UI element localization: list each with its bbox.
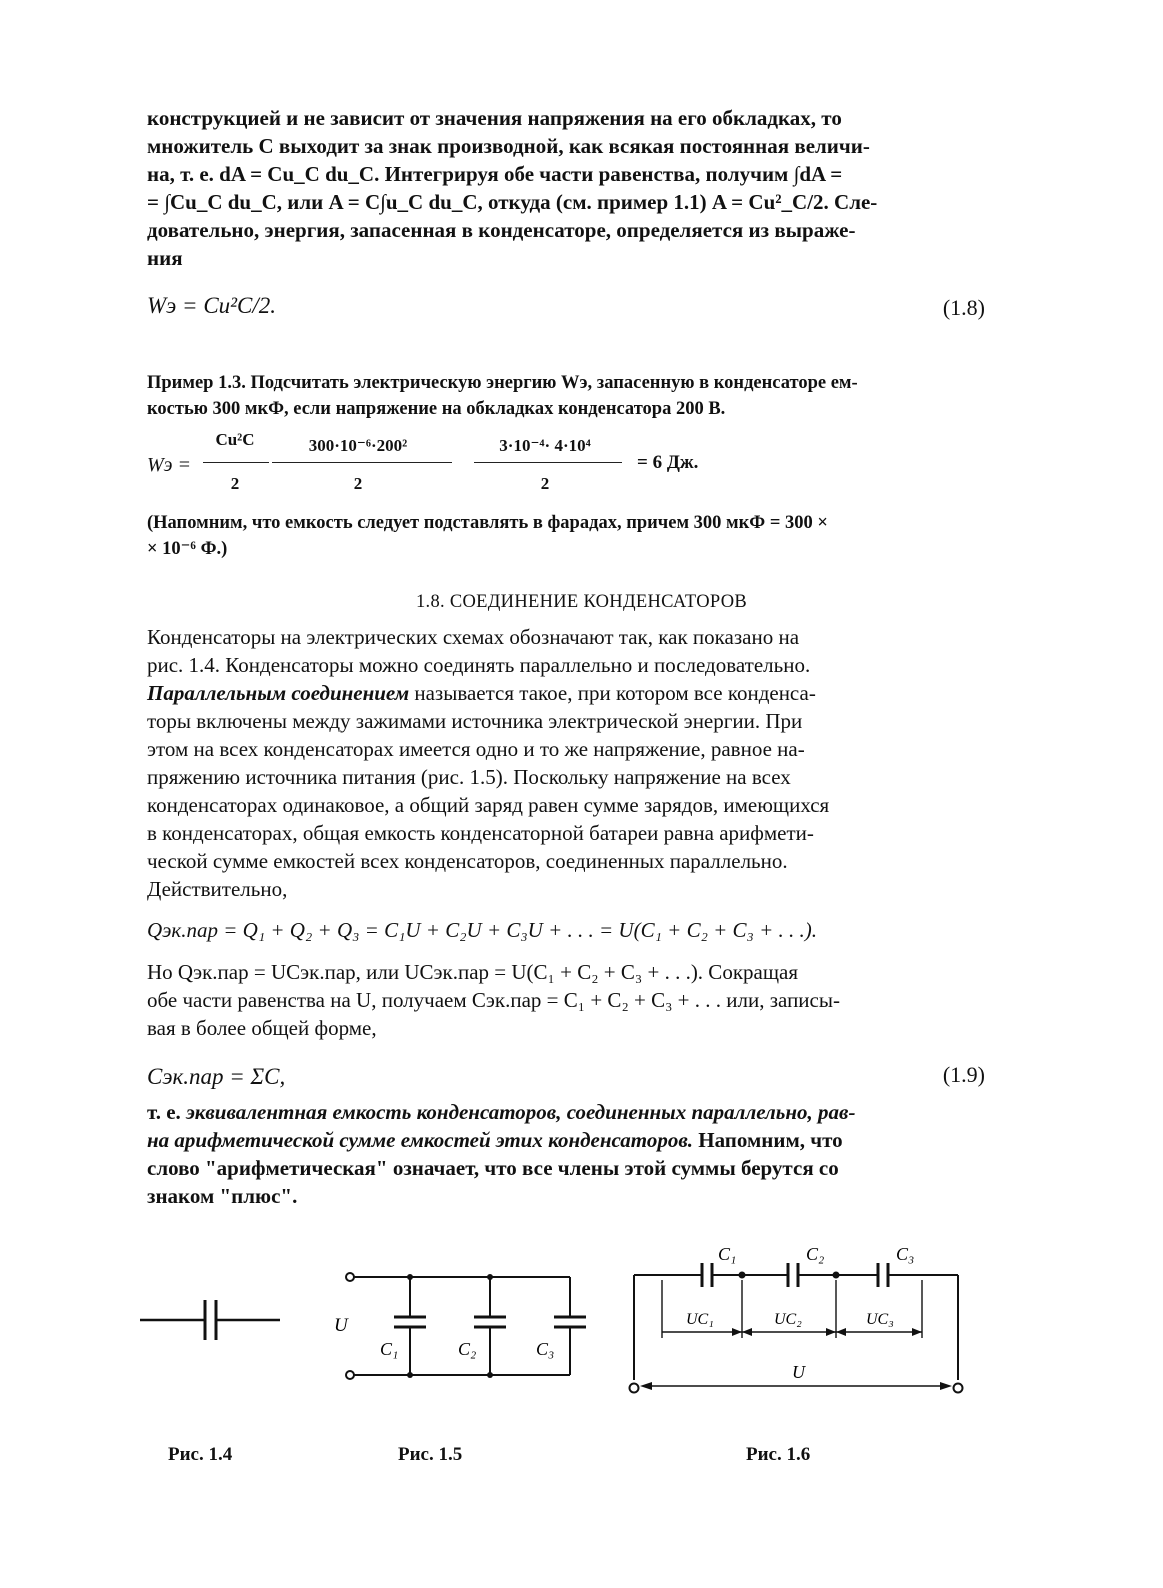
example-1-3: [147, 370, 983, 422]
arrowhead: [742, 1328, 752, 1336]
label-c1: C₁: [380, 1339, 399, 1359]
label-c3: C₃: [896, 1244, 915, 1264]
junction-dot: [487, 1372, 493, 1378]
text-line: пряжению источника питания (рис. 1.5). Поскольку напряжение на всех: [147, 765, 791, 789]
conclusion-paragraph: [147, 1098, 983, 1210]
text-line: вая в более общей форме,: [147, 1016, 377, 1040]
text-line: ческой сумме емкостей всех конденсаторов, соединенных параллельно.: [147, 849, 788, 873]
example-line: костью 300 мкФ, если напряжение на обкладках конденсатора 200 В.: [147, 399, 726, 419]
text-line: конденсаторах одинаковое, а общий заряд равен сумме зарядов, имеющихся: [147, 793, 830, 817]
label-uc2: UC₂: [774, 1311, 802, 1328]
text-line: = ∫Cu_C du_C, или A = C∫u_C du_C, откуда (см. пример 1.1) A = Cu²_C/2. Сле-: [147, 190, 878, 214]
term-parallel-connection: Параллельным соединением: [147, 681, 410, 705]
text-line: Действительно,: [147, 877, 288, 901]
label-uc1: UC₁: [686, 1311, 714, 1328]
text-span: т. е.: [147, 1100, 187, 1124]
text-line: довательно, энергия, запасенная в конденсаторе, определяется из выраже-: [147, 218, 856, 242]
text-span: Напомним, что: [692, 1128, 843, 1152]
text-line: Но Qэк.пар = UCэк.пар, или UCэк.пар = U(C₁ + C₂ + C₃ + . . .). Сокращая: [147, 960, 798, 984]
junction-dot: [487, 1274, 493, 1280]
equation-1-8: Wэ = Cu²C/2.: [147, 293, 277, 318]
text-line: ния: [147, 246, 183, 270]
equation-number-1-9: (1.9): [942, 1062, 985, 1087]
text-line: [147, 679, 983, 707]
fraction-1-bar: [203, 462, 269, 463]
main-paragraph: [147, 623, 983, 903]
paragraph-after-charge: [147, 958, 983, 1042]
example-note: [147, 510, 983, 562]
text-line: Конденсаторы на электрических схемах обозначают так, как показано на: [147, 625, 800, 649]
text-line: торы включены между зажимами источника электрической энергии. При: [147, 709, 803, 733]
text-line: рис. 1.4. Конденсаторы можно соединять параллельно и последовательно.: [147, 653, 811, 677]
arrowhead: [732, 1328, 742, 1336]
junction-dot: [407, 1372, 413, 1378]
junction-dot: [833, 1272, 840, 1279]
example-line: Пример 1.3. Подсчитать электрическую энергию Wэ, запасенную в конденсаторе ем-: [147, 373, 858, 393]
definition-text: на арифметической сумме емкостей этих конденсаторов.: [147, 1128, 693, 1152]
fraction-3-numerator: 3·10⁻⁴· 4·10⁴: [499, 436, 591, 455]
note-line: (Напомним, что емкость следует подставлять в фарадах, причем 300 мкФ = 300 ×: [147, 513, 828, 533]
text-line: знаком "плюс".: [147, 1184, 298, 1208]
fraction-1-denominator: 2: [230, 474, 240, 493]
text-line: в конденсаторах, общая емкость конденсаторной батареи равна арифмети-: [147, 821, 814, 845]
label-uc3: UC₃: [866, 1311, 894, 1328]
label-voltage-u: U: [792, 1362, 805, 1382]
arrowhead: [912, 1328, 922, 1336]
note-line: × 10⁻⁶ Ф.): [147, 539, 228, 559]
fraction-2-bar: [272, 462, 452, 463]
arrowhead: [640, 1382, 652, 1390]
text-span: называется такое, при котором все конденса-: [409, 681, 816, 705]
figure-1-4-capacitor-symbol: [130, 1290, 290, 1350]
equation-charge-sum: Qэк.пар = Q₁ + Q₂ + Q₃ = C₁U + C₂U + C₃U + . . . = U(C₁ + C₂ + C₃ + . . .).: [147, 918, 818, 942]
fraction-2-denominator: 2: [353, 474, 363, 493]
example-result: = 6 Дж.: [637, 452, 699, 473]
fraction-2-numerator: 300·10⁻⁶·200²: [308, 436, 408, 455]
caption-fig-1-5: Рис. 1.5: [398, 1444, 463, 1465]
arrowhead: [826, 1328, 836, 1336]
equation-number-1-8: (1.8): [942, 295, 985, 320]
text-line: на, т. е. dA = Cu_C du_C. Интегрируя обе части равенства, получим ∫dA =: [147, 162, 843, 186]
terminal-right: [954, 1384, 963, 1393]
fraction-3-bar: [474, 462, 622, 463]
label-c1: C₁: [718, 1244, 737, 1264]
text-line: множитель C выходит за знак производной, как всякая постоянная величи-: [147, 134, 870, 158]
text-line: [147, 1098, 983, 1126]
terminal-left: [630, 1384, 639, 1393]
text-line: [147, 1126, 983, 1154]
text-line: обе части равенства на U, получаем Cэк.пар = C₁ + C₂ + C₃ + . . . или, записы-: [147, 988, 840, 1012]
section-heading: 1.8. СОЕДИНЕНИЕ КОНДЕНСАТОРОВ: [415, 592, 748, 612]
junction-dot: [739, 1272, 746, 1279]
arrowhead: [836, 1328, 846, 1336]
arrowhead: [940, 1382, 952, 1390]
figure-1-6-series-circuit: [622, 1238, 972, 1398]
figure-1-5-parallel-circuit: [320, 1255, 600, 1395]
definition-text: эквивалентная емкость конденсаторов, соединенных параллельно, рав-: [186, 1100, 856, 1124]
text-line: конструкцией и не зависит от значения напряжения на его обкладках, то: [147, 106, 842, 130]
caption-fig-1-6: Рис. 1.6: [746, 1444, 811, 1465]
junction-dot: [407, 1274, 413, 1280]
label-c2: C₂: [806, 1244, 825, 1264]
label-c3: C₃: [536, 1339, 555, 1359]
intro-paragraph: [147, 104, 983, 272]
equation-1-9: Cэк.пар = ΣC,: [147, 1064, 286, 1089]
label-c2: C₂: [458, 1339, 477, 1359]
caption-fig-1-4: Рис. 1.4: [168, 1444, 233, 1465]
label-voltage-u: U: [334, 1315, 348, 1336]
text-line: слово "арифметическая" означает, что все члены этой суммы берутся со: [147, 1156, 839, 1180]
fraction-1-numerator: Cu²C: [215, 430, 255, 449]
example-lhs: Wэ =: [147, 454, 191, 476]
text-line: этом на всех конденсаторах имеется одно и то же напряжение, равное на-: [147, 737, 805, 761]
fraction-3-denominator: 2: [540, 474, 550, 493]
